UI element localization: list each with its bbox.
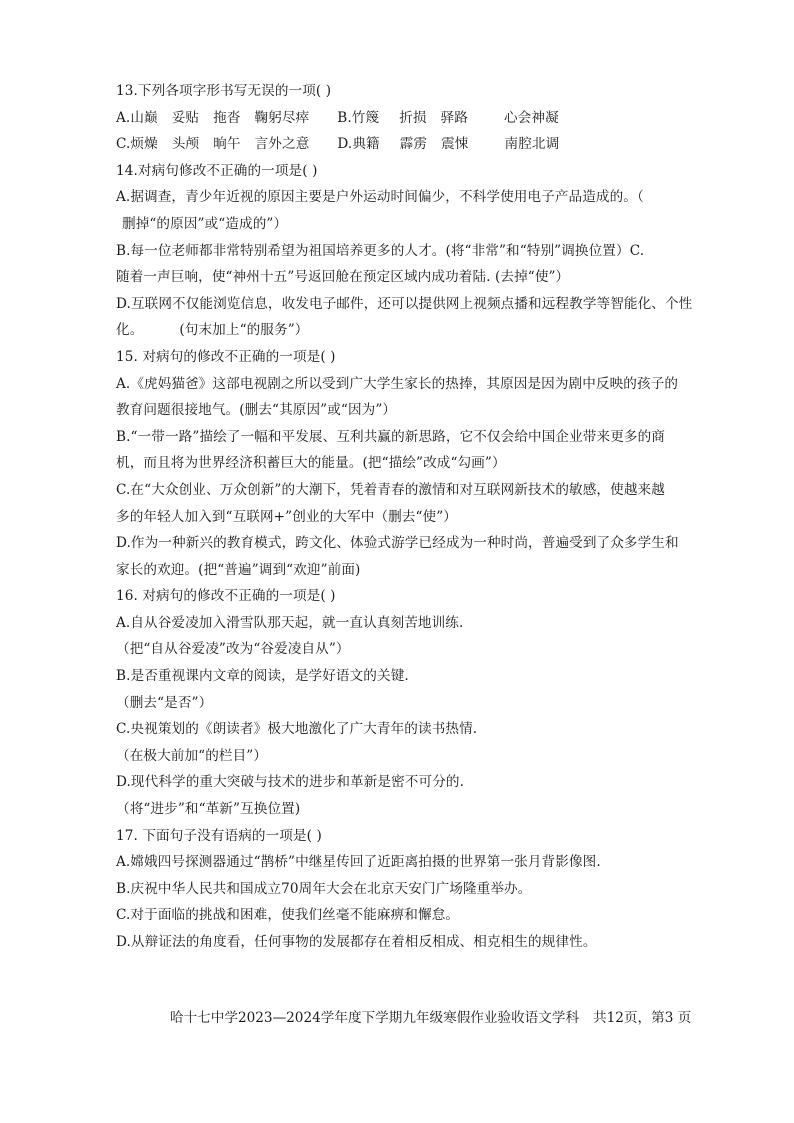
q16-option-a-fix: （把“自从谷爱凌”改为“谷爱凌自从”）: [116, 641, 350, 658]
q17-option-d: D.从辩证法的角度看，任何事物的发展都存在着相反相成、相克相生的规律性。: [116, 934, 597, 950]
q15-option-a-line1: A.《虎妈猫爸》这部电视剧之所以受到广大学生家长的热捧，其原因是因为剧中反映的孩子的: [116, 375, 679, 392]
q16-stem: 16. 对病句的修改不正确的一项是( ): [116, 588, 336, 605]
q17-stem: 17. 下面句子没有语病的一项是( ): [116, 827, 322, 844]
q13-b-2: 折损: [399, 109, 427, 126]
q13-b-4: 心会神凝: [503, 109, 559, 126]
q14-option-a-line1: A.据调查，青少年近视的原因主要是户外运动时间偏少，不科学使用电子产品造成的。（: [116, 189, 644, 206]
q13-c-3: 晌午: [213, 136, 241, 153]
q14-option-d-line1: D.互联网不仅能浏览信息，收发电子邮件，还可以提供网上视频点播和远程教学等智能化、个性: [116, 295, 693, 312]
q14-stem: 14.对病句修改不正确的一项是( ): [116, 162, 318, 179]
q16-option-b: B.是否重视课内文章的阅读，是学好语文的关键.: [116, 668, 409, 685]
q15-option-a-line2: 教育问题很接地气。(删去“其原因”或“因为”）: [116, 402, 397, 419]
page-footer: [170, 1006, 691, 1026]
q13-d-4: 南腔北调: [504, 136, 560, 153]
q13-a-4: 鞠躬尽瘁: [254, 109, 310, 126]
q16-option-c-fix: （在极大前加“的栏目”）: [116, 747, 268, 764]
q14-option-d-fix: (句末加上“的服务”）: [179, 322, 309, 339]
q14-option-d-line2: [116, 317, 696, 344]
q16-option-b-fix: （删去“是否”）: [116, 694, 213, 711]
q13-a-2: 妥贴: [171, 109, 200, 126]
q14-option-b-line1: B.每一位老师都非常特别希望为祖国培养更多的人才。(将“非常”和“特别”调换位置）C.: [116, 242, 645, 259]
q17-option-b: B.庆祝中华人民共和国成立70周年大会在北京天安门广场隆重举办。: [116, 880, 532, 897]
question-content: [116, 78, 696, 956]
q15-option-b-line2: 机，而且将为世界经济积蓄巨大的能量。(把“描绘”改成“勾画”）: [116, 455, 506, 472]
q13-c-1: C.烦燥: [116, 136, 158, 153]
q15-stem: 15. 对病句的修改不正确的一项是( ): [116, 348, 336, 365]
q14-option-c-line: 随着一声巨响，使“神州十五”号返回舱在预定区域内成功着陆. (去掉“使”）: [116, 269, 570, 286]
q13-d-2: 霹雳: [399, 136, 428, 153]
q13-options-ab: [116, 105, 696, 132]
q13-c-2: 头颅: [171, 136, 200, 153]
q15-option-d-line1: D.作为一种新兴的教育模式，跨文化、体验式游学已经成为一种时尚，普遍受到了众多学生和: [116, 535, 679, 552]
footer-page-number: 共12页，第3 页: [593, 1010, 692, 1026]
q15-option-d-line2: 家长的欢迎。(把“普遍”调到“欢迎”前面): [116, 561, 361, 578]
q13-d-1: D.典籍: [337, 136, 380, 153]
q13-d-3: 震悚: [441, 136, 469, 153]
q13-a-1: A.山巅: [116, 109, 158, 126]
q16-option-d: D.现代科学的重大突破与技术的进步和革新是密不可分的.: [116, 774, 465, 791]
q15-option-c-line1: C.在“大众创业、万众创新”的大潮下，凭着青春的激情和对互联网新技术的敏感，使越来越: [116, 481, 665, 498]
q17-option-a: A.嫦娥四号探测器通过“鹊桥”中继星传回了近距离拍摄的世界第一张月背影像图.: [116, 854, 601, 871]
q14-option-d-end: 化。: [116, 322, 144, 339]
q13-b-3: 驿路: [440, 109, 468, 126]
q16-option-d-fix: （将“进步”和“革新”互换位置): [116, 801, 301, 818]
q13-b-1: B.竹篾: [337, 109, 380, 126]
q14-option-a-line2: 删掉“的原因”或“造成的”）: [122, 215, 288, 232]
q16-option-a: A.自从谷爱凌加入滑雪队那天起，就一直认真刻苦地训练.: [116, 614, 464, 631]
q13-options-cd: [116, 131, 696, 158]
q17-option-c: C.对于面临的挑战和困难，使我们丝毫不能麻痹和懈怠。: [116, 907, 460, 924]
q13-c-4: 言外之意: [254, 136, 310, 153]
q15-option-c-line2: 多的年轻人加入到“互联网+”创业的大军中（删去“使”）: [116, 508, 457, 525]
q15-option-b-line1: B.“一带一路”描绘了一幅和平发展、互利共赢的新思路，它不仅会给中国企业带来更多的商: [116, 428, 665, 445]
q16-option-c: C.央视策划的《朗读者》极大地激化了广大青年的读书热情.: [116, 721, 478, 738]
q13-stem: 13.下列各项字形书写无误的一项( ): [116, 83, 332, 99]
q13-a-3: 拖沓: [213, 109, 241, 126]
footer-exam-title: 哈十七中学2023—2024学年度下学期九年级寒假作业验收语文学科: [170, 1010, 580, 1026]
